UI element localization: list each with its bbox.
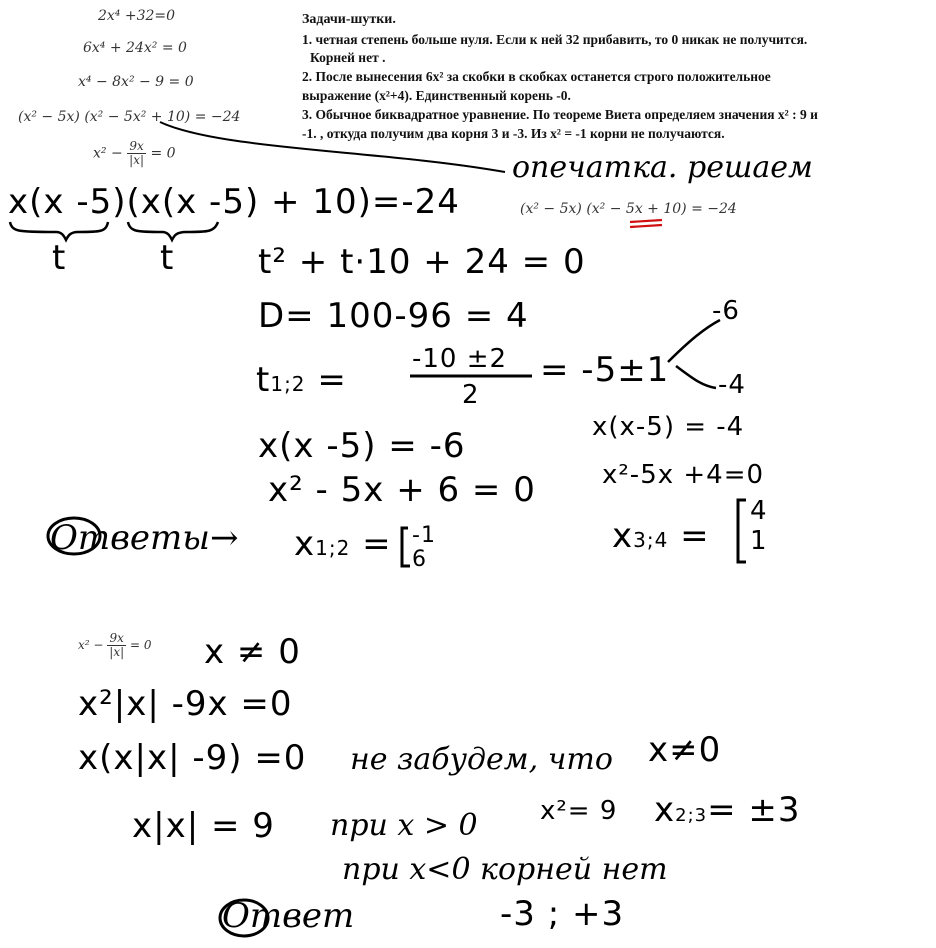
answers-x12-value-2: 6 bbox=[412, 547, 427, 572]
t-label-2: t bbox=[160, 238, 175, 278]
problem-2: 6x⁴ + 24x² = 0 bbox=[83, 40, 187, 56]
answers-x34-value-2: 1 bbox=[750, 526, 768, 556]
solution2-equation-lhs: x² − bbox=[78, 638, 104, 652]
jokes-line-3: 2. После вынесения 6x² за скобки в скобках останется строго положительное bbox=[302, 69, 771, 84]
solution2-roots bbox=[654, 790, 801, 830]
solution2-equation-rhs: = 0 bbox=[129, 638, 152, 652]
solution2-case-positive: при x > 0 bbox=[330, 808, 478, 843]
jokes-line-4: выражение (x²+4). Единственный корень -0. bbox=[302, 88, 571, 103]
solution2-equation bbox=[78, 632, 151, 659]
solution2-answer-values: -3 ; +3 bbox=[500, 894, 625, 934]
solution2-answer-word: Ответ bbox=[222, 896, 355, 936]
jokes-line-6: -1. , откуда получим два корня 3 и -3. Из x² = -1 корни не получаются. bbox=[302, 126, 725, 141]
roots-t-letter: t bbox=[256, 360, 271, 400]
answer-bracket-2 bbox=[738, 500, 746, 562]
problem-1: 2x⁴ +32=0 bbox=[98, 8, 176, 24]
problem-4: (x² − 5x) (x² − 5x² + 10) = −24 bbox=[18, 109, 241, 125]
roots-denominator: 2 bbox=[462, 380, 480, 410]
case2-equation: x(x-5) = -4 bbox=[592, 412, 745, 442]
jokes-line-2: Корней нет . bbox=[310, 50, 386, 65]
typo-underline-1 bbox=[630, 220, 662, 222]
roots-t-subscript: 1;2 bbox=[270, 372, 306, 396]
jokes-line-1: 1. четная степень больше нуля. Если к ней 32 прибавить, то 0 никак не получится. bbox=[302, 32, 808, 47]
problem-5-rhs: = 0 bbox=[150, 145, 176, 162]
answers-x34-letter: x bbox=[612, 516, 634, 556]
roots-result: = -5±1 bbox=[540, 350, 670, 390]
t-label-1: t bbox=[52, 238, 67, 278]
answers-x12-subscript: 1;2 bbox=[315, 536, 351, 560]
solution2-case-negative: при x<0 корней нет bbox=[342, 852, 668, 887]
roots-t-label: t1;2 = bbox=[256, 360, 347, 400]
typo-connector-line bbox=[160, 122, 505, 172]
solution2-denominator: |x| bbox=[109, 645, 125, 659]
jokes-line-5: 3. Обычное биквадратное уравнение. По теореме Виета определяем значения x² : 9 и bbox=[302, 107, 818, 122]
solution2-roots-value: = ±3 bbox=[707, 790, 801, 830]
branch-value-top: -6 bbox=[712, 296, 740, 326]
solution2-step-1: x²|x| -9x =0 bbox=[78, 684, 293, 724]
answers-x12-values bbox=[412, 524, 436, 572]
jokes-title: Задачи-шутки. bbox=[302, 12, 396, 27]
answers-x34-value-1: 4 bbox=[750, 496, 768, 526]
solution1-substitution-line: x(x -5)(x(x -5) + 10)=-24 bbox=[8, 182, 460, 222]
branch-value-bottom: -4 bbox=[718, 370, 746, 400]
branch-line-top bbox=[668, 320, 720, 362]
problem-5-denominator: |x| bbox=[129, 153, 145, 167]
branch-line-bottom bbox=[676, 366, 716, 388]
solution2-fraction bbox=[107, 632, 126, 659]
typo-note: опечатка. решаем bbox=[512, 150, 813, 185]
case2-quadratic: x²-5x +4=0 bbox=[602, 460, 765, 490]
solution2-reminder: не забудем, что bbox=[350, 742, 613, 777]
roots-numerator: -10 ±2 bbox=[412, 344, 508, 374]
case1-quadratic: x² - 5x + 6 = 0 bbox=[268, 470, 536, 510]
solution2-square: x²= 9 bbox=[540, 796, 618, 826]
problem-3: x⁴ − 8x² − 9 = 0 bbox=[78, 74, 194, 90]
answers-x12: x1;2 = bbox=[294, 524, 392, 564]
typo-underline-2 bbox=[630, 225, 662, 227]
solution2-numerator: 9x bbox=[107, 632, 126, 646]
solution2-step-2: x(x|x| -9) =0 bbox=[78, 738, 307, 778]
answers-word: Ответы→ bbox=[50, 518, 239, 558]
problem-5-lhs: x² − bbox=[93, 145, 123, 162]
solution2-roots-subscript: 2;3 bbox=[675, 805, 708, 826]
answers-x34-subscript: 3;4 bbox=[633, 528, 669, 552]
answer-bracket-1 bbox=[402, 528, 410, 566]
answers-x34: x3;4 = bbox=[612, 516, 710, 556]
case1-equation: x(x -5) = -6 bbox=[258, 426, 466, 466]
solution2-condition: x ≠ 0 bbox=[204, 632, 301, 672]
answers-x34-values bbox=[750, 496, 768, 556]
problem-5-numerator: 9x bbox=[127, 140, 146, 154]
answers-x12-value-1: -1 bbox=[412, 523, 436, 548]
solution2-step-3: x|x| = 9 bbox=[132, 806, 275, 846]
quadratic-in-t: t² + t·10 + 24 = 0 bbox=[258, 242, 586, 282]
discriminant: D= 100-96 = 4 bbox=[258, 296, 529, 336]
answers-x12-letter: x bbox=[294, 524, 316, 564]
solution2-roots-letter: x bbox=[654, 790, 676, 830]
solution2-reminder-condition: x≠0 bbox=[648, 730, 722, 770]
corrected-equation: (x² − 5x) (x² − 5x + 10) = −24 bbox=[520, 201, 737, 217]
